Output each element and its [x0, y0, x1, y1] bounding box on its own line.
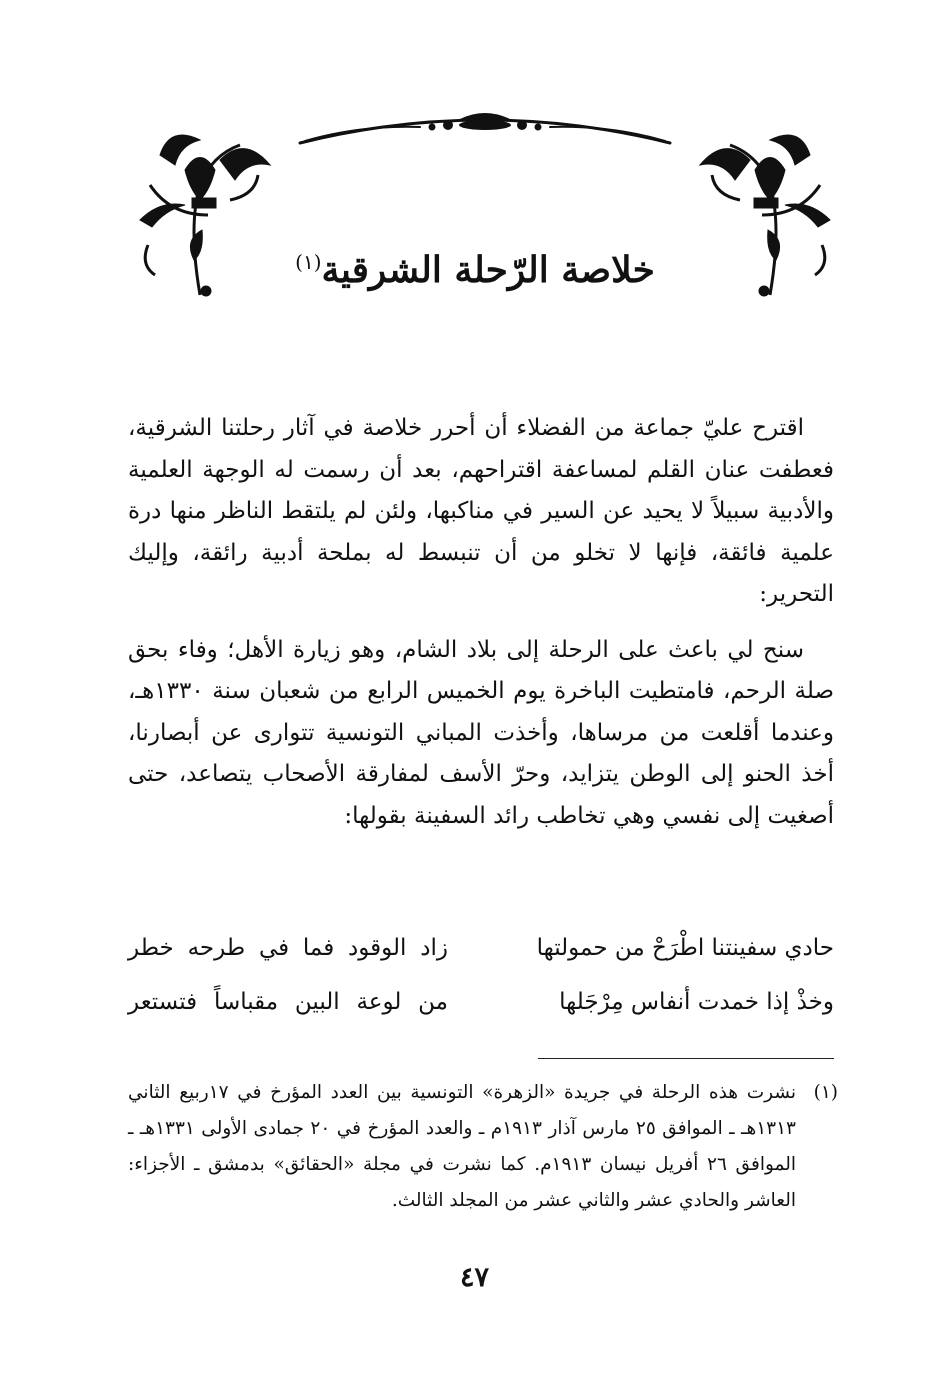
- page-number: ٤٧: [459, 1262, 489, 1293]
- title-footnote-reference: (١): [295, 250, 322, 274]
- paragraph: سنح لي باعث على الرحلة إلى بلاد الشام، وهو زيارة الأهل؛ وفاء بحق صلة الرحم، فامتطيت الباخرة يوم الخميس الرابع من شعبان سنة ١٣٣٠هـ، وعندما أقلعت من مرساها، وأخذت المباني التونسية تتوارى عن أبصارنا، أخذ الحنو إلى الوطن يتزايد، وحرّ الأسف لمفارقة الأصحاب يتصاعد، حتى أصغيت إلى نفسي وهي تخاطب رائد السفينة بقولها:: [128, 636, 834, 829]
- chapter-title: [230, 232, 720, 300]
- body-text: [128, 408, 834, 837]
- paragraph: اقترح عليّ جماعة من الفضلاء أن أحرر خلاصة في آثار رحلتنا الشرقية، فعطفت عنان القلم لمساعفة اقتراحهم، بعد أن رسمت له الوجهة العلمية والأدبية سبيلاً لا يحيد عن السير في مناكبها، ولئن لم يلتقط الناظر منها درة علمية فائقة، فإنها لا تخلو من أن تنبسط له بملحة أدبية رائقة، وإليك التحرير:: [128, 415, 834, 607]
- footnote-marker: (١): [813, 1082, 838, 1103]
- footnote-text: نشرت هذه الرحلة في جريدة «الزهرة» التونسية بين العدد المؤرخ في ١٧ربيع الثاني ١٣١٣هـ ـ الموافق ٢٥ مارس آذار ١٩١٣م ـ والعدد المؤرخ في ٢٠ جمادى الأولى ١٣٣١هـ ـ الموافق ٢٦ أفريل نيسان ١٩١٣م. كما نشرت في مجلة «الحقائق» بدمشق ـ الأجزاء: العاشر والحادي عشر والثاني عشر من المجلد الثالث.: [128, 1082, 796, 1211]
- verse-first-hemistich: حادي سفينتنا اطْرَحْ من حمولتها: [536, 935, 834, 961]
- footnote-divider: [538, 1058, 834, 1059]
- verse-line: [128, 982, 834, 1036]
- verse-second-hemistich: من لوعة البين مقباساً فتستعر: [128, 989, 448, 1015]
- verse-second-hemistich: زاد الوقود فما في طرحه خطر: [128, 935, 448, 961]
- poem-verses: [128, 928, 834, 1036]
- chapter-title-text: خلاصة الرّحلة الشرقية: [321, 249, 655, 291]
- footnote: [128, 1075, 838, 1219]
- verse-first-hemistich: وخذْ إذا خمدت أنفاس مِرْجَلها: [559, 989, 834, 1015]
- verse-line: [128, 928, 834, 982]
